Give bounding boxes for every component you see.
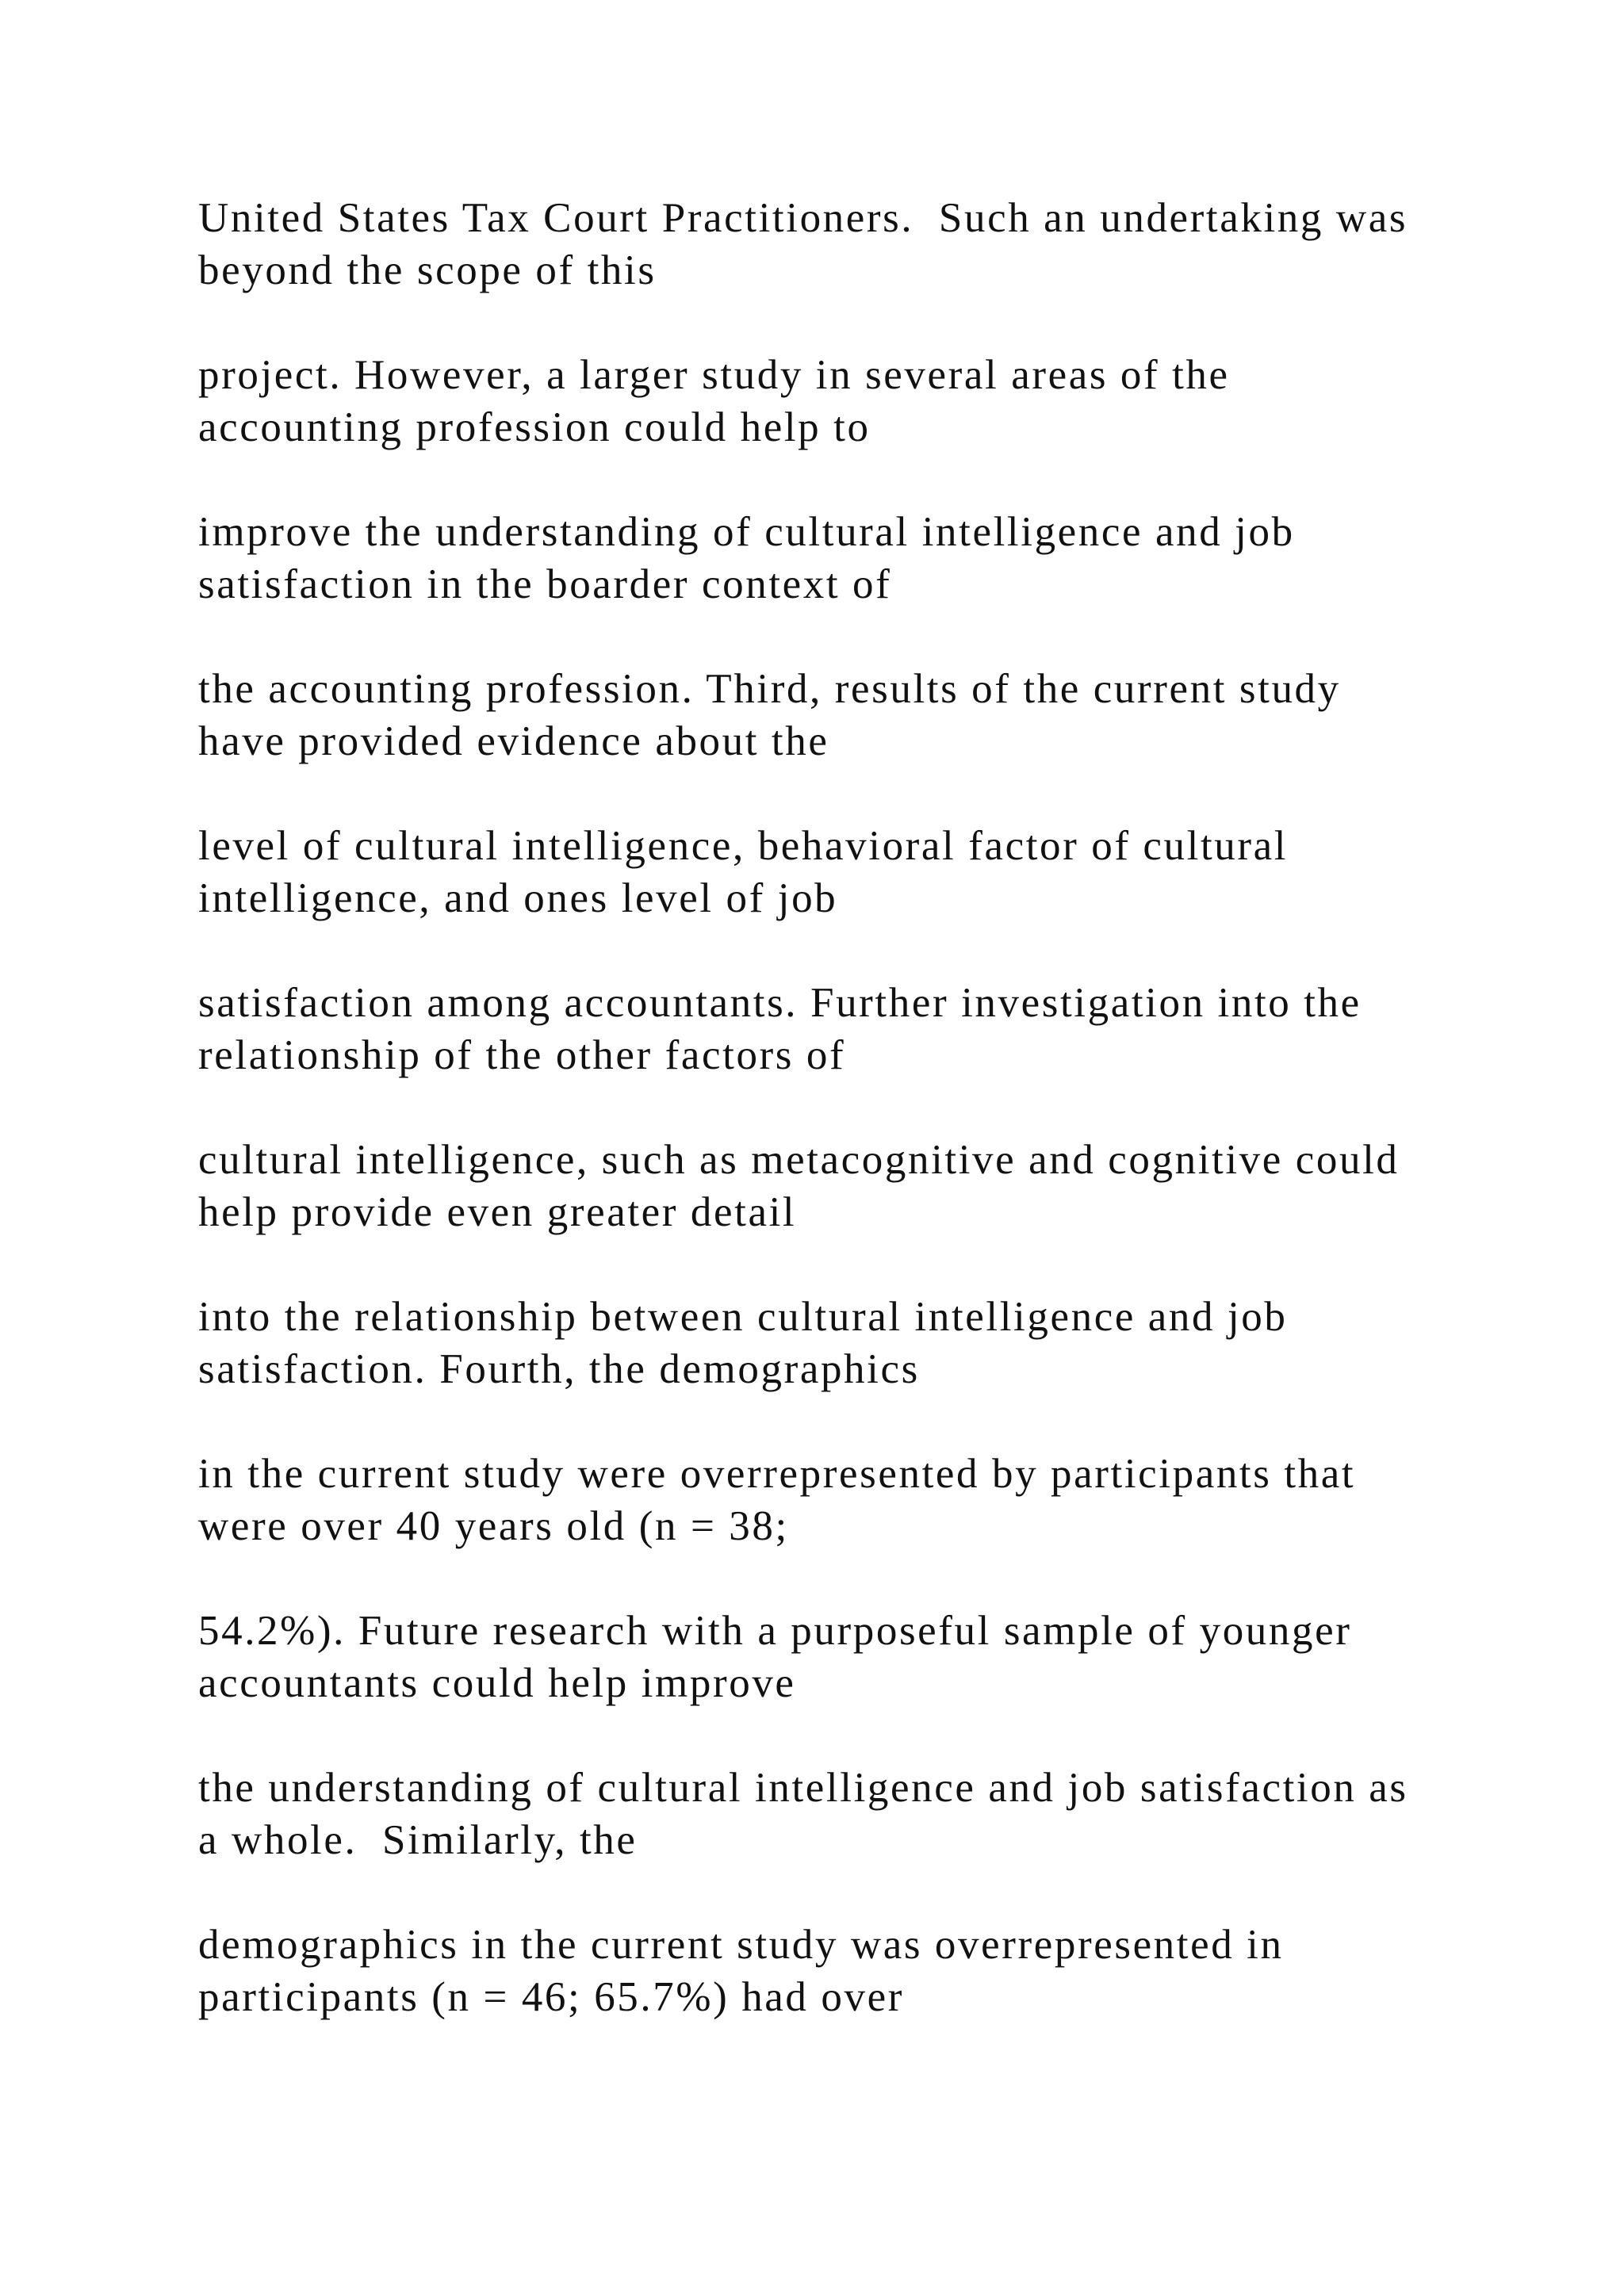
text-line: the accounting profession. Third, results of the current study xyxy=(198,666,1341,712)
text-line: into the relationship between cultural intelligence and job xyxy=(198,1294,1288,1340)
text-line: accounting profession could help to xyxy=(198,404,871,450)
text-line: in the current study were overrepresented by participants that xyxy=(198,1451,1356,1497)
text-line: the understanding of cultural intelligence and job satisfaction as xyxy=(198,1765,1408,1811)
paragraph xyxy=(198,1762,1467,1866)
paragraph xyxy=(198,192,1467,297)
text-line: participants (n = 46; 65.7%) had over xyxy=(198,1974,904,2020)
paragraph xyxy=(198,820,1467,924)
text-line: United States Tax Court Practitioners. Such an undertaking was xyxy=(198,195,1408,241)
text-line: were over 40 years old (n = 38; xyxy=(198,1503,789,1549)
paragraph xyxy=(198,1448,1467,1552)
paragraph xyxy=(198,1291,1467,1395)
text-line: relationship of the other factors of xyxy=(198,1032,846,1078)
text-line: 54.2%). Future research with a purposeful sample of younger xyxy=(198,1608,1352,1654)
text-line: accountants could help improve xyxy=(198,1660,796,1706)
text-line: help provide even greater detail xyxy=(198,1189,797,1235)
text-line: satisfaction among accountants. Further investigation into the xyxy=(198,980,1362,1026)
paragraph xyxy=(198,1134,1467,1238)
text-line: project. However, a larger study in several areas of the xyxy=(198,352,1230,398)
paragraph xyxy=(198,663,1467,767)
text-line: improve the understanding of cultural intelligence and job xyxy=(198,509,1295,555)
paragraph xyxy=(198,1605,1467,1709)
text-line: beyond the scope of this xyxy=(198,247,657,293)
text-line: a whole. Similarly, the xyxy=(198,1817,638,1863)
text-line: have provided evidence about the xyxy=(198,718,829,764)
text-line: demographics in the current study was overrepresented in xyxy=(198,1922,1284,1968)
text-line: satisfaction in the boarder context of xyxy=(198,561,892,607)
paragraph xyxy=(198,977,1467,1081)
body-text xyxy=(198,192,1467,2076)
paragraph xyxy=(198,349,1467,453)
text-line: cultural intelligence, such as metacognitive and cognitive could xyxy=(198,1137,1400,1183)
paragraph xyxy=(198,1919,1467,2023)
text-line: intelligence, and ones level of job xyxy=(198,875,838,921)
text-line: satisfaction. Fourth, the demographics xyxy=(198,1346,920,1392)
paragraph xyxy=(198,506,1467,610)
text-line: level of cultural intelligence, behavioral factor of cultural xyxy=(198,823,1289,869)
